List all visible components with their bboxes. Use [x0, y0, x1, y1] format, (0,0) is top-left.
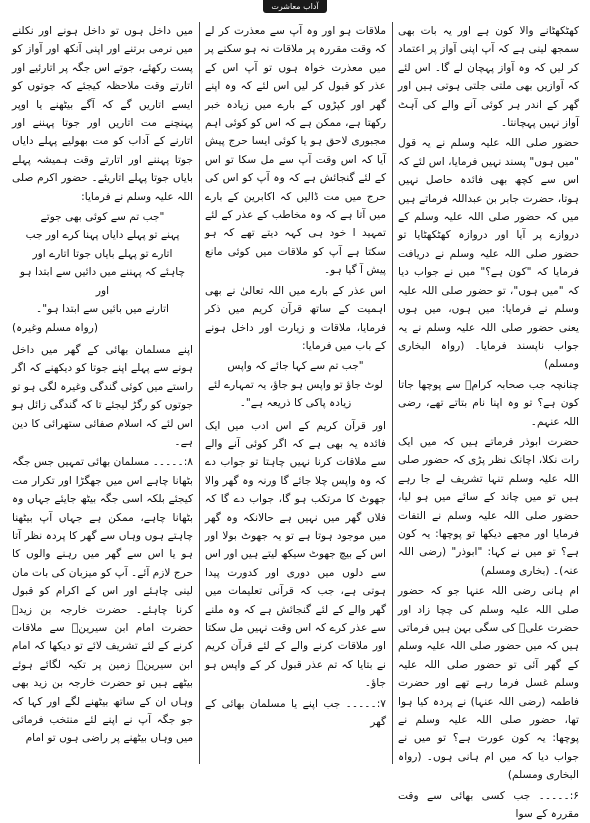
paragraph: ۷:۔۔۔۔۔ جب اپنے یا مسلمان بھائی کے گھر [205, 697, 386, 729]
hadith-line: پہنے تو پہلے دایاں پہنا کرے اور جب [25, 229, 180, 242]
article-columns [8, 22, 582, 821]
paragraph: ملاقات ہو اور وہ آپ سے معذرت کر لے کہ وقت مقررہ پر ملاقات نہ ہو سکنے پر میں معذرت خواہ ہوں تو آپ اس کے عذر کو قبول کر لیں اس لئے کہ وہ اپنے گھر اور کپڑوں کے بارے میں زیادہ خبر رکھتا ہے، ممکن ہے کہ اس کو کوئی اہم مجبوری لاحق ہو یا کوئی ایسا حرج پیش آیا کہ اس وقت آپ سے مل سکا تو اس کے لئے گنجائش ہے کہ وہ آپ کو اس کی حرج میں مت ڈالیں کہ اکابرین کے بارے میں آتا ہے کہ وہ مخاطب کے عذر کے لئے تمہید ا خود ہی کہہ دیتے تھے کہ ہو سکتا ہے آپ کو ملاقات میں کوئی مانع پیش آ گیا ہو۔ [205, 25, 386, 277]
verse-line: زیادہ پاکی کا ذریعہ ہے"۔ [239, 397, 352, 410]
hadith-line: اتارے تو پہلے بایاں جوتا اتارے اور [32, 247, 173, 260]
hadith-reference: (رواہ مسلم وغیرہ) [12, 321, 98, 334]
column-divider [196, 22, 202, 764]
paragraph: اپنے مسلمان بھائی کے گھر میں داخل ہونے سے پہلے اپنے جوتا کو دیکھنے کہ اگر راستے میں کوئی گندگی وغیرہ لگی ہو تو جوتوں کو رگڑ لیجئے تا کہ گندگی زائل ہو اس لئے کہ اسلام صفائی ستھرائی کا دین ہے۔ [12, 343, 193, 448]
paragraph: چنانچہ جب صحابہ کرامؓ سے پوچھا جاتا کون ہے؟ تو وہ اپنا نام بتاتے تھے، رضی اللہ عنہم۔ [398, 378, 579, 428]
paragraph: کھٹکھٹانے والا کون ہے اور یہ بات بھی سمجھ لینی ہے کہ آپ اپنی آواز پر اعتماد کر لیں کہ وہ آواز پہچان لے گا۔ اس لئے کہ آوازیں بھی ملتی جلتی ہوتی ہیں اور گھر کے اندر ہر کوئی آنے والے کی آہٹ آواز نہیں پہچانتا۔ [398, 25, 579, 130]
hadith-line: "جب تم سے کوئی بھی جوتے [40, 211, 165, 224]
verse-line: لوٹ جاؤ تو واپس ہو جاؤ، یہ تمہارے لئے [207, 378, 384, 391]
paragraph: ۸:۔۔۔۔۔ مسلمان بھائی تمہیں جس جگہ بٹھانا چاہے اس میں جھگڑا اور تکرار مت کیجئے بلکہ اسی جگہ بیٹھ جایئے جہاں وہ بٹھانا چاہے، ممکن ہے جہاں آپ بیٹھنا چاہتے ہوں وہاں سے گھر کا پردہ نظر آتا ہو یا اس سے گھر میں رہنے والوں کا حرج لازم آئے۔ آپ کو میزبان کی بات مان لینی چاہئے اور اس کے اکرام کو قبول کرنا چاہئے۔ حضرت خارجہ بن زیدؒ حضرت امام ابن سیرینؒ سے ملاقات کرنے کے لئے تشریف لائے تو دیکھا کہ امام ابن سیرینؒ زمین پر تکیہ لگائے ہوئے بیٹھے ہیں تو حضرت خارجہ بن زید بھی وہاں ان کے ساتھ بیٹھنے لگے اور کہا کہ جو جگہ آپ نے اپنے لئے منتخب فرمائی میں وہاں بیٹھنے پر راضی ہوں تو امام [11, 456, 193, 745]
section-header-tab: آداب معاشرت [263, 0, 327, 13]
column-right [395, 22, 582, 821]
paragraph: حضور صلی اللہ علیہ وسلم نے یہ قول "میں ہوں" پسند نہیں فرمایا، اس لئے کہ اس سے کچھ بھی فائدہ حاصل نہیں ہوتا، حضرت جابر بن عبداللہ فرماتے ہیں میں کہ حضور صلی اللہ علیہ وسلم کے دروازے پر آیا اور دروازہ کھٹکھٹایا تو حضور صلی اللہ علیہ وسلم نے دریافت فرمایا کہ "کون ہے؟" میں نے جواب دیا کہ "میں ہوں"، تو حضور صلی اللہ علیہ وسلم نے فرمایا: میں ہوں، میں ہوں یعنی حضور صلی اللہ علیہ وسلم نے یہ جواب ناپسند فرمایا۔ (رواہ البخاری ومسلم) [398, 137, 579, 371]
column-middle [202, 22, 389, 764]
paragraph: ام ہانی رضی اللہ عنہا جو کہ حضور صلی اللہ علیہ وسلم کی چچا زاد اور حضرت علیؓ کی سگی بہن ہیں فرماتی ہیں کہ میں حضور صلی اللہ علیہ وسلم کے گھر آئی تو حضور صلی اللہ علیہ وسلم غسل فرما رہے تھے اور حضرت فاطمہ (رضی اللہ عنہا) نے پردہ کیا ہوا تھا، حضور صلی اللہ علیہ وسلم نے پوچھا: یہ کون عورت ہے؟ تو میں نے جواب دیا کہ میں ام ہانی ہوں۔ (رواہ البخاری ومسلم) [398, 585, 579, 782]
column-left [9, 22, 196, 764]
hadith-quote [12, 208, 193, 337]
hadith-line: اتارنے میں بائیں سے ابتدا ہو"۔ [36, 303, 169, 316]
quran-verse-quote [205, 357, 386, 412]
verse-line: "جب تم سے کہا جائے کہ واپس [227, 360, 364, 373]
paragraph: میں داخل ہوں تو داخل ہونے اور نکلنے میں نرمی برتنے اور اپنی آنکھ اور آواز کو پست رکھئے، جوتے اس جگہ پر اتارئیے اور اتارتے وقت ملاحظہ کیجئے کہ جوتوں کو ایسے اتاریں گے کہ آگے بیٹھنے یا اوپر پہنچنے مت اتاریں اور جوتا پہننے اور اتارنے کے آداب کو مت بھولیے پہلے دایاں جوتا پہننے اور اتارتے وقت ہمیشہ پہلے بایاں جوتا پہلے اتاریئے۔ حضور اکرم صلی اللہ علیہ وسلم نے فرمایا: [12, 25, 193, 203]
paragraph: ۶:۔۔۔۔۔ جب کسی بھائی سے وقت مقررہ کے سوا [398, 789, 579, 821]
column-divider [389, 22, 395, 764]
paragraph: اور قرآن کریم کے اس ادب میں ایک فائدہ یہ بھی ہے کہ اگر کوئی آنے والے سے ملاقات کرنا نہیں چاہتا تو جواب دے کہ وہ واپس چلا جائے گا ورنہ وہ گھر والا جھوٹ کا مرتکب ہو گا، جواب دے گا کہ فلاں گھر میں نہیں ہے حالانکہ وہ گھر میں موجود ہوتا ہے تو یہ جھوٹ بولا اور اس کے بیچ جھوٹ سیکھ لیتے ہیں اور اس سے دلوں میں دوری اور کدورت پیدا ہوتی ہے، جب کہ قرآنی تعلیمات میں گھر والے کے لئے گنجائش ہے کہ وہ ملنے سے عذر کرے کہ اس وقت نہیں مل سکتا اور ملاقات کرنے والے کے لئے قرآن کریم نے بتایا کہ تم عذر قبول کر کے واپس ہو جاؤ۔ [205, 419, 386, 690]
paragraph: اس عذر کے بارے میں اللہ تعالیٰ نے بھی اہمیت کے ساتھ قرآن کریم میں ذکر فرمایا، ملاقات و زیارت اور داخل ہونے کے باب میں فرمایا: [205, 284, 386, 352]
paragraph: حضرت ابوذر فرماتے ہیں کہ میں ایک رات نکلا، اچانک نظر پڑی کہ حضور صلی اللہ علیہ وسلم تنہا تشریف لے جا رہے ہیں تو میں چاند کے سائے میں ہو لیا، حضور صلی اللہ علیہ وسلم نے التفات فرمایا اور مجھے دیکھا تو پوچھا: یہ کون ہے؟ تو میں نے کہا: "ابوذر" (رضی اللہ عنہ)۔ (بخاری ومسلم) [398, 435, 579, 577]
hadith-line: چاہئے کہ پہننے میں دائیں سے ابتدا ہو اور [19, 266, 186, 297]
